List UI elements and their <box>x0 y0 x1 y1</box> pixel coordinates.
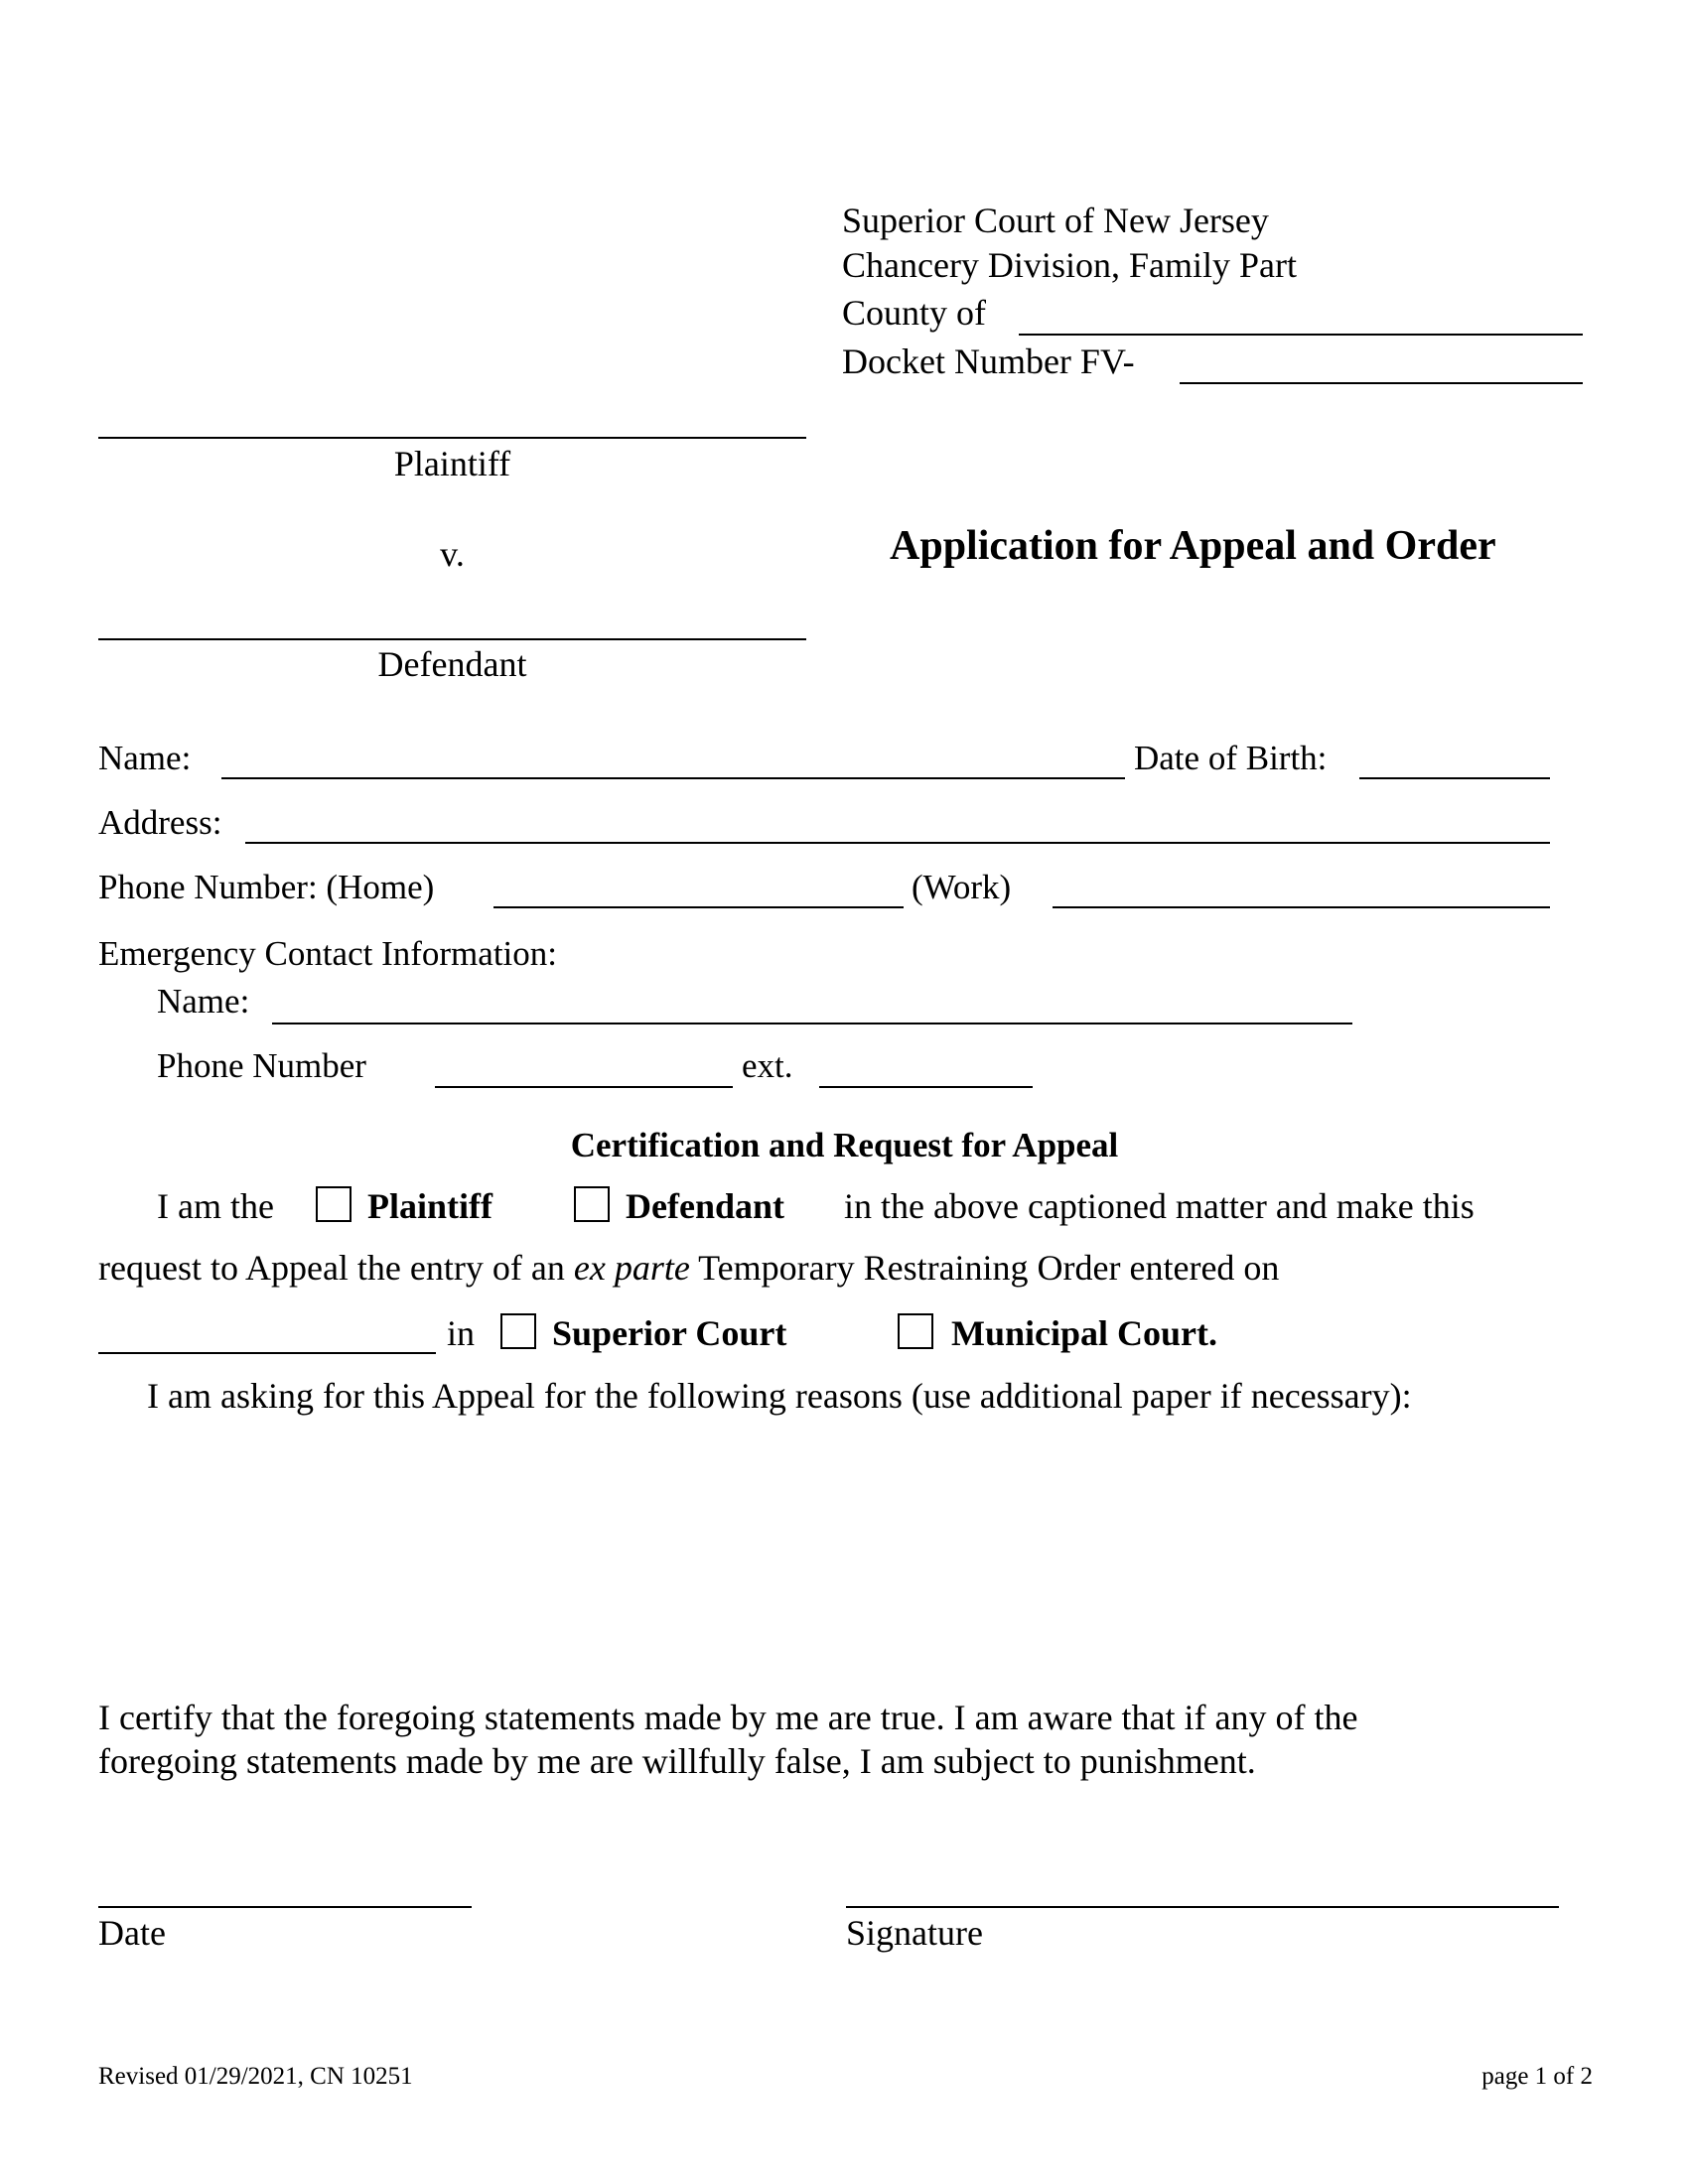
certify-line-2: foregoing statements made by me are willfully false, I am subject to punishment. <box>98 1741 1256 1781</box>
superior-court-label: Superior Court <box>552 1313 787 1353</box>
ext-field[interactable] <box>819 1047 1033 1087</box>
versus-label: v. <box>440 534 465 574</box>
phone-work-field[interactable] <box>1053 869 1550 908</box>
date-field[interactable] <box>98 1866 472 1906</box>
plaintiff-checkbox[interactable] <box>316 1186 352 1222</box>
plaintiff-label: Plaintiff <box>393 444 511 483</box>
date-label: Date <box>98 1913 166 1953</box>
county-field[interactable] <box>1019 296 1583 336</box>
reasons-prompt: I am asking for this Appeal for the following reasons (use additional paper if necessary): <box>147 1376 1412 1416</box>
date-underline <box>98 1906 472 1908</box>
ex-parte-text: ex parte <box>573 1248 690 1288</box>
plaintiff-underline <box>98 437 806 439</box>
address-underline <box>245 842 1550 844</box>
defendant-underline <box>98 638 806 640</box>
phone-home-field[interactable] <box>493 869 904 908</box>
request-text-line <box>98 1247 1279 1289</box>
municipal-court-checkbox[interactable] <box>898 1313 933 1349</box>
defendant-option-label: Defendant <box>626 1186 784 1226</box>
name-underline <box>221 777 1125 779</box>
superior-court-checkbox[interactable] <box>500 1313 536 1349</box>
address-label: Address: <box>98 803 222 842</box>
signature-underline <box>846 1906 1559 1908</box>
certify-line-1: I certify that the foregoing statements made by me are true. I am aware that if any of the <box>98 1698 1358 1737</box>
county-underline <box>1019 334 1583 336</box>
name-field[interactable] <box>221 740 1125 779</box>
dob-field[interactable] <box>1359 740 1550 779</box>
signature-label: Signature <box>846 1913 983 1953</box>
county-label: County of <box>842 293 987 333</box>
docket-number-field[interactable] <box>1180 344 1583 384</box>
address-field[interactable] <box>245 804 1550 844</box>
phone-home-label: Phone Number: (Home) <box>98 868 435 906</box>
emergency-phone-label: Phone Number <box>157 1046 366 1085</box>
emergency-phone-field[interactable] <box>435 1047 733 1087</box>
plaintiff-option-label: Plaintiff <box>367 1186 492 1226</box>
emergency-name-label: Name: <box>157 982 250 1021</box>
phone-work-underline <box>1053 906 1550 908</box>
name-label: Name: <box>98 739 192 777</box>
signature-field[interactable] <box>846 1866 1559 1906</box>
municipal-court-label: Municipal Court. <box>951 1313 1218 1353</box>
court-name: Superior Court of New Jersey <box>842 201 1269 240</box>
form-title: Application for Appeal and Order <box>890 523 1496 569</box>
captioned-matter-text: in the above captioned matter and make this <box>844 1186 1475 1226</box>
ext-underline <box>819 1086 1033 1088</box>
request-text-pre: request to Appeal the entry of an <box>98 1248 565 1288</box>
i-am-the-label: I am the <box>157 1186 274 1226</box>
court-division: Chancery Division, Family Part <box>842 245 1297 285</box>
docket-underline <box>1180 382 1583 384</box>
plaintiff-name-field[interactable] <box>98 397 806 437</box>
page-number: page 1 of 2 <box>1481 2063 1593 2090</box>
order-date-field[interactable] <box>98 1312 436 1352</box>
defendant-checkbox[interactable] <box>574 1186 610 1222</box>
certification-heading: Certification and Request for Appeal <box>570 1126 1119 1164</box>
ext-label: ext. <box>742 1046 793 1085</box>
defendant-name-field[interactable] <box>98 599 806 638</box>
dob-label: Date of Birth: <box>1134 739 1328 777</box>
phone-home-underline <box>493 906 904 908</box>
request-text-post: Temporary Restraining Order entered on <box>698 1248 1280 1288</box>
emergency-contact-heading: Emergency Contact Information: <box>98 934 557 973</box>
order-date-underline <box>98 1352 436 1354</box>
emergency-name-field[interactable] <box>272 983 1352 1023</box>
phone-work-label: (Work) <box>912 868 1012 906</box>
in-label: in <box>447 1313 476 1353</box>
emergency-name-underline <box>272 1023 1352 1024</box>
docket-label: Docket Number FV- <box>842 341 1135 381</box>
revision-note: Revised 01/29/2021, CN 10251 <box>98 2063 413 2090</box>
defendant-label: Defendant <box>377 644 527 684</box>
emergency-phone-underline <box>435 1086 733 1088</box>
dob-underline <box>1359 777 1550 779</box>
reasons-field[interactable] <box>98 1430 1591 1668</box>
